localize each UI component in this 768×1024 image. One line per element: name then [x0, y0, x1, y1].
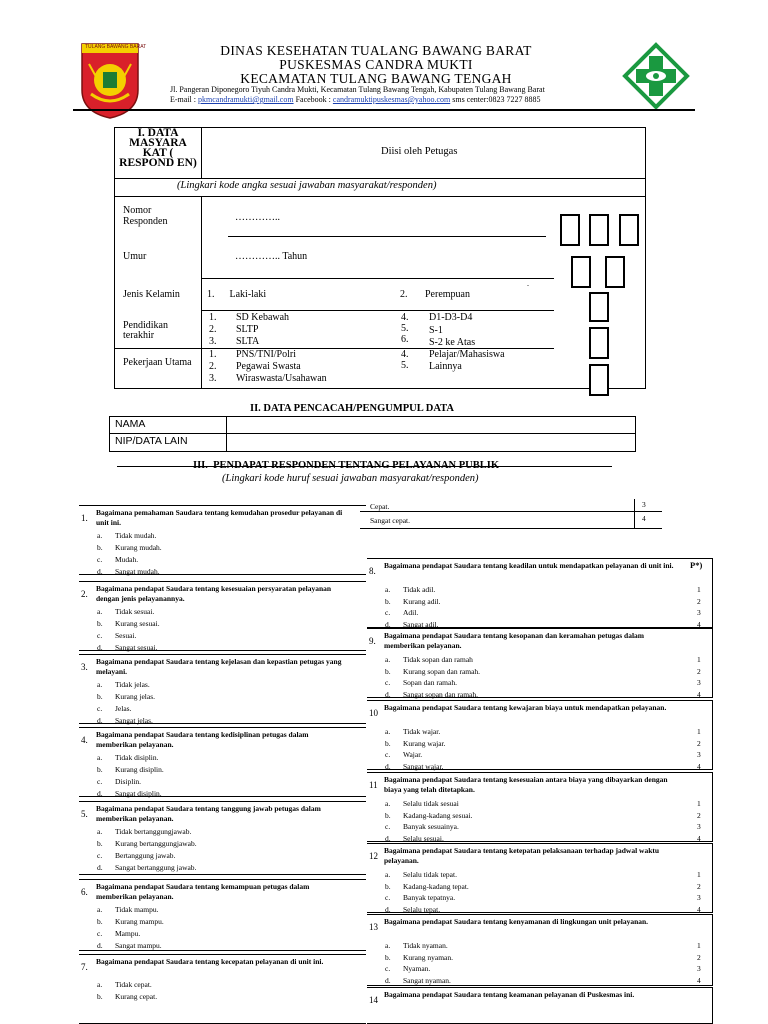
section2-title: II. DATA PENCACAH/PENGUMPUL DATA	[250, 403, 454, 414]
answer-option[interactable]: Kurang nyaman.	[403, 952, 453, 962]
option-letter[interactable]: b.	[97, 917, 103, 926]
s1-hline-2	[114, 196, 646, 197]
answer-option[interactable]: Sesuai.	[115, 631, 137, 640]
dot-mark: .	[527, 279, 529, 288]
score-value: 2	[697, 810, 701, 820]
code-box-nomor-3[interactable]	[619, 214, 639, 246]
answer-option[interactable]: Kurang wajar.	[403, 738, 446, 748]
answer-option[interactable]: Sangat nyaman.	[403, 975, 451, 985]
question-number: 5.	[81, 809, 88, 819]
score-value: 2	[697, 952, 701, 962]
option-letter[interactable]: b.	[385, 810, 391, 820]
answer-option[interactable]: Bertanggung jawab.	[115, 851, 176, 860]
option-letter[interactable]: d.	[385, 761, 391, 771]
answer-option[interactable]: Sangat sopan dan ramah.	[403, 689, 478, 699]
question-number: 12	[369, 851, 378, 861]
answer-option[interactable]: Tidak sesuai.	[115, 607, 155, 616]
facebook-label: Facebook :	[295, 95, 331, 104]
s1-vline-labels	[201, 196, 202, 389]
nip-field[interactable]	[228, 434, 634, 450]
s3-title-rule	[117, 466, 612, 467]
option-letter[interactable]: c.	[385, 750, 391, 759]
q7-cont-vline	[634, 499, 635, 529]
answer-option[interactable]: Sangat mampu.	[115, 941, 162, 950]
option-letter[interactable]: b.	[97, 543, 103, 552]
score-value: 2	[697, 881, 701, 891]
answer-option[interactable]: Kurang disiplin.	[115, 765, 164, 774]
code-box-umur-1[interactable]	[571, 256, 591, 288]
pek-num-2[interactable]: 2.	[209, 361, 217, 372]
header-line3: KECAMATAN TULANG BAWANG TENGAH	[240, 71, 512, 86]
email-link[interactable]: pkmcandramukti@gmail.com	[198, 95, 294, 104]
question-text: Bagaimana pendapat Saudara tentang keamanan pelayanan di Puskesmas ini.	[384, 990, 635, 999]
answer-option[interactable]: Sangat wajar.	[403, 761, 444, 771]
pekerjaan-label: Pekerjaan Utama	[123, 357, 192, 368]
jk-option-2[interactable]: 2. Perempuan	[400, 289, 470, 300]
answer-option[interactable]: Sangat jelas.	[115, 716, 153, 725]
question-number: 7.	[81, 962, 88, 972]
option-letter[interactable]: a.	[97, 531, 103, 540]
pek-opt-1[interactable]: PNS/TNI/Polri	[236, 349, 297, 360]
answer-option[interactable]: Nyaman.	[403, 964, 431, 973]
option-letter[interactable]: a.	[97, 607, 103, 616]
question-text: Bagaimana pendapat Saudara tentang ketepatan pelaksanaan terhadap jadwal waktu pelayanan.	[384, 846, 660, 866]
question-number: 8.	[369, 566, 376, 576]
score-value: 3	[697, 750, 701, 759]
option-letter[interactable]: d.	[97, 567, 103, 576]
nomor-responden-field[interactable]: …………..	[235, 212, 280, 223]
header-line2: PUSKESMAS CANDRA MUKTI	[279, 57, 473, 72]
answer-option[interactable]: Sangat adil.	[403, 619, 439, 629]
answer-option[interactable]: Tidak cepat.	[115, 980, 152, 989]
option-letter[interactable]: b.	[97, 992, 103, 1001]
option-letter[interactable]: b.	[385, 881, 391, 891]
answer-option[interactable]: Selalu tidak tepat.	[403, 870, 457, 879]
code-box-pekerjaan[interactable]	[589, 364, 609, 396]
answer-option[interactable]: Kurang sesuai.	[115, 619, 160, 628]
answer-option[interactable]: Selalu tidak sesuai	[403, 799, 459, 808]
filled-by-officer: Diisi oleh Petugas	[381, 146, 458, 157]
option-letter[interactable]: d.	[97, 716, 103, 725]
header-line1: DINAS KESEHATAN TUALANG BAWANG BARAT	[220, 43, 532, 58]
option-letter[interactable]: d.	[385, 904, 391, 914]
option-letter[interactable]: b.	[97, 765, 103, 774]
answer-option[interactable]: Kurang bertanggungjawab.	[115, 839, 197, 848]
question-text: Bagaimana pendapat Saudara tentang kejelasan dan kepastian petugas yang melayani.	[96, 657, 342, 677]
s1-rule-nomor	[228, 236, 546, 237]
answer-option[interactable]: Tidak mudah.	[115, 531, 157, 540]
score-value: 3	[697, 608, 701, 617]
score-value: 1	[697, 799, 701, 808]
pek-opt-2[interactable]: Pegawai Swasta	[236, 361, 301, 372]
score-value: 1	[697, 585, 701, 594]
s1-hline-1	[114, 178, 646, 179]
answer-option[interactable]: Selalu sesuai.	[403, 833, 444, 843]
option-letter[interactable]: a.	[385, 870, 391, 879]
nama-label: NAMA	[115, 418, 146, 430]
q7-option-d[interactable]: Sangat cepat.	[370, 516, 410, 525]
option-letter[interactable]: b.	[385, 952, 391, 962]
question-number: 1.	[81, 513, 88, 523]
email-label: E-mail :	[170, 95, 196, 104]
question-text: Bagaimana pendapat Saudara tentang kesesuaian persyaratan pelayanan dengan jenis pelayanannya.	[96, 584, 332, 604]
pek-num-4[interactable]: 4.	[401, 349, 409, 360]
option-letter[interactable]: c.	[385, 822, 391, 831]
umur-field[interactable]: ………….. Tahun	[235, 251, 308, 262]
question-text: Bagaimana pendapat Saudara tentang kenyamanan di lingkungan unit pelayanan.	[384, 917, 649, 926]
option-letter[interactable]: a.	[97, 680, 103, 689]
score-value: 1	[697, 870, 701, 879]
section1-instruction: (Lingkari kode angka sesuai jawaban masyarakat/responden)	[177, 180, 437, 191]
answer-option[interactable]: Adil.	[403, 608, 419, 617]
answer-option[interactable]: Sangat bertanggung jawab.	[115, 863, 197, 872]
option-letter[interactable]: b.	[97, 692, 103, 701]
q7-continued-table	[360, 499, 662, 529]
option-letter[interactable]: d.	[97, 941, 103, 950]
answer-option[interactable]: Banyak tepatnya.	[403, 893, 456, 902]
option-letter[interactable]: d.	[97, 789, 103, 798]
question-number: 3.	[81, 662, 88, 672]
option-letter[interactable]: c.	[385, 678, 391, 687]
q7-score-4: 4	[642, 514, 646, 523]
answer-option[interactable]: Tidak jelas.	[115, 680, 150, 689]
umur-label: Umur	[123, 251, 147, 262]
p-header: P*)	[690, 560, 703, 570]
option-letter[interactable]: b.	[385, 738, 391, 748]
question-text: Bagaimana pendapat Saudara tentang kewajaran biaya untuk mendapatkan pelayanan.	[384, 703, 667, 712]
pend-num-3[interactable]: 3.	[209, 336, 217, 347]
score-value: 4	[697, 761, 701, 771]
score-value: 4	[697, 975, 701, 985]
option-letter[interactable]: a.	[385, 941, 391, 950]
sms-center: sms center:0823 7227 8885	[452, 95, 541, 104]
option-letter[interactable]: a.	[97, 827, 103, 836]
score-value: 2	[697, 738, 701, 748]
question-text: Bagaimana pemahaman Saudara tentang kemudahan prosedur pelayanan di unit ini.	[96, 508, 343, 528]
score-value: 3	[697, 893, 701, 902]
s1-rule-umur	[201, 278, 554, 279]
question-number: 11	[369, 780, 378, 790]
header-rule	[73, 109, 695, 111]
answer-option[interactable]: Banyak sesuainya.	[403, 822, 459, 831]
score-value: 2	[697, 596, 701, 606]
option-letter[interactable]: c.	[97, 777, 103, 786]
section3-title: III. PENDAPAT RESPONDEN TENTANG PELAYANAN PUBLIK	[193, 460, 500, 471]
answer-option[interactable]: Kadang-kadang tepat.	[403, 881, 469, 891]
header-address: Jl. Pangeran Diponegoro Tiyuh Candra Mukti, Kecamatan Tulang Bawang Tengah, Kabupaten Tulang Bawang Barat	[170, 85, 545, 94]
pend-num-5[interactable]: 5.	[401, 323, 409, 334]
answer-option[interactable]: Disiplin.	[115, 777, 142, 786]
option-letter[interactable]: b.	[385, 596, 391, 606]
question-text: Bagaimana pendapat Saudara tentang kesopanan dan keramahan petugas dalam memberikan pelayanan.	[384, 631, 645, 651]
pend-num-1[interactable]: 1.	[209, 312, 217, 323]
q7-cont-hline-bottom	[360, 528, 662, 529]
score-value: 3	[697, 964, 701, 973]
answer-option[interactable]: Sangat mudah.	[115, 567, 160, 576]
question-text: Bagaimana pendapat Saudara tentang kesesuaian antara biaya yang dibayarkan dengan biaya yang telah ditetapkan.	[384, 775, 668, 795]
score-value: 4	[697, 689, 701, 699]
option-letter[interactable]: d.	[385, 975, 391, 985]
pek-opt-5[interactable]: Lainnya	[429, 361, 462, 372]
option-letter[interactable]: c.	[97, 929, 103, 938]
pek-num-1[interactable]: 1.	[209, 349, 217, 360]
answer-option[interactable]: Kurang adil.	[403, 596, 441, 606]
score-value: 4	[697, 833, 701, 843]
pend-opt-2[interactable]: SLTP	[236, 324, 259, 335]
answer-option[interactable]: Mampu.	[115, 929, 141, 938]
option-letter[interactable]: d.	[385, 689, 391, 699]
answer-option[interactable]: Kurang sopan dan ramah.	[403, 666, 481, 676]
answer-option[interactable]: Sangat disiplin.	[115, 789, 162, 798]
s1-rule-jk	[201, 310, 554, 311]
pend-opt-6[interactable]: S-2 ke Atas	[429, 337, 476, 348]
pend-opt-5[interactable]: S-1	[429, 325, 443, 336]
question-number: 6.	[81, 887, 88, 897]
option-letter[interactable]: d.	[97, 643, 103, 652]
option-letter[interactable]: a.	[97, 905, 103, 914]
answer-option[interactable]: Sangat sesuai.	[115, 643, 158, 652]
s2-vline	[226, 416, 227, 452]
q7-score-3: 3	[642, 500, 646, 509]
question-number: 9.	[369, 636, 376, 646]
answer-option[interactable]: Jelas.	[115, 704, 132, 713]
option-letter[interactable]: a.	[97, 753, 103, 762]
jenis-kelamin-label: Jenis Kelamin	[123, 289, 180, 300]
pend-num-4[interactable]: 4.	[401, 312, 409, 323]
option-letter[interactable]: c.	[97, 555, 103, 564]
pend-num-6[interactable]: 6.	[401, 334, 409, 345]
option-letter[interactable]: a.	[97, 980, 103, 989]
logo-text: TULANG BAWANG BARAT	[85, 44, 147, 50]
question-text: Bagaimana pendapat Saudara tentang kecepatan pelayanan di unit ini.	[96, 957, 324, 966]
answer-option[interactable]: Tidak disiplin.	[115, 753, 159, 762]
question-text: Bagaimana pendapat Saudara tentang kemampuan petugas dalam memberikan pelayanan.	[96, 882, 310, 902]
option-letter[interactable]: c.	[97, 631, 103, 640]
question-number: 4.	[81, 735, 88, 745]
score-value: 3	[697, 822, 701, 831]
option-letter[interactable]: a.	[385, 727, 391, 736]
option-letter[interactable]: d.	[385, 619, 391, 629]
pek-num-3[interactable]: 3.	[209, 373, 217, 384]
option-letter[interactable]: b.	[97, 619, 103, 628]
q7-cont-hline	[360, 511, 662, 512]
question-text: Bagaimana pendapat Saudara tentang keadilan untuk mendapatkan pelayanan di unit ini.	[384, 561, 674, 570]
score-value: 2	[697, 666, 701, 676]
pend-opt-3[interactable]: SLTA	[236, 336, 260, 347]
question-number: 13	[369, 922, 378, 932]
option-letter[interactable]: a.	[385, 799, 391, 808]
pend-num-2[interactable]: 2.	[209, 324, 217, 335]
header-contact	[170, 96, 540, 104]
code-box-pendidikan[interactable]	[589, 327, 609, 359]
code-box-nomor-1[interactable]	[560, 214, 580, 246]
q7-option-c[interactable]: Cepat.	[370, 502, 390, 511]
answer-option[interactable]: Tidak bertanggungjawab.	[115, 827, 192, 836]
answer-option[interactable]: Kadang-kadang sesuai.	[403, 810, 473, 820]
answer-option[interactable]: Tidak adil.	[403, 585, 436, 594]
answer-option[interactable]: Kurang jelas.	[115, 692, 155, 701]
nomor-responden-label: Nomor Responden	[123, 205, 168, 227]
code-box-jk[interactable]	[589, 292, 609, 322]
option-letter[interactable]: c.	[385, 608, 391, 617]
nip-label: NIP/DATA LAIN	[115, 435, 188, 447]
option-letter[interactable]: c.	[97, 704, 103, 713]
question-text: Bagaimana pendapat Saudara tentang tanggung jawab petugas dalam memberikan pelayanan.	[96, 804, 321, 824]
score-value: 1	[697, 941, 701, 950]
question-number: 14	[369, 995, 378, 1005]
answer-option[interactable]: Tidak wajar.	[403, 727, 441, 736]
pek-num-5[interactable]: 5.	[401, 360, 409, 371]
question-number: 10	[369, 708, 378, 718]
answer-option[interactable]: Tidak nyaman.	[403, 941, 448, 950]
option-letter[interactable]: c.	[97, 851, 103, 860]
pek-opt-4[interactable]: Pelajar/Mahasiswa	[429, 349, 505, 360]
score-value: 4	[697, 904, 701, 914]
pend-opt-4[interactable]: D1-D3-D4	[429, 312, 473, 323]
answer-option[interactable]: Mudah.	[115, 555, 139, 564]
option-letter[interactable]: b.	[385, 666, 391, 676]
answer-option[interactable]: Kurang mampu.	[115, 917, 164, 926]
answer-option[interactable]: Tidak sopan dan ramah	[403, 655, 473, 664]
score-value: 1	[697, 727, 701, 736]
section3-instruction: (Lingkari kode huruf sesuai jawaban masyarakat/responden)	[222, 473, 479, 484]
answer-option[interactable]: Selalu tepat.	[403, 904, 441, 914]
nama-field[interactable]	[228, 417, 634, 432]
option-letter[interactable]: b.	[97, 839, 103, 848]
pendidikan-label: Pendidikan terakhir	[123, 320, 168, 341]
pend-opt-1[interactable]: SD Kebawah	[236, 312, 290, 323]
option-letter[interactable]: d.	[97, 863, 103, 872]
option-letter[interactable]: d.	[385, 833, 391, 843]
score-value: 4	[697, 619, 701, 629]
answer-option[interactable]: Tidak mampu.	[115, 905, 159, 914]
question-number: 2.	[81, 589, 88, 599]
answer-option[interactable]: Sopan dan ramah.	[403, 678, 457, 687]
section1-title: I. DATA MASYARA KAT ( RESPOND EN)	[119, 127, 197, 170]
answer-option[interactable]: Kurang mudah.	[115, 543, 162, 552]
option-letter[interactable]: c.	[385, 893, 391, 902]
score-value: 1	[697, 655, 701, 664]
pek-opt-3[interactable]: Wiraswasta/Usahawan	[236, 373, 327, 384]
s1-vline-title	[201, 127, 202, 178]
answer-option[interactable]: Wajar.	[403, 750, 423, 759]
option-letter[interactable]: a.	[385, 655, 391, 664]
jk-option-1[interactable]: 1. Laki-laki	[207, 289, 267, 300]
option-letter[interactable]: c.	[385, 964, 391, 973]
question-text: Bagaimana pendapat Saudara tentang kedisiplinan petugas dalam memberikan pelayanan.	[96, 730, 309, 750]
facebook-link[interactable]: candramuktipuskesmas@yahoo.com	[332, 95, 451, 104]
code-box-nomor-2[interactable]	[589, 214, 609, 246]
option-letter[interactable]: a.	[385, 585, 391, 594]
answer-option[interactable]: Kurang cepat.	[115, 992, 158, 1001]
code-box-umur-2[interactable]	[605, 256, 625, 288]
score-value: 3	[697, 678, 701, 687]
